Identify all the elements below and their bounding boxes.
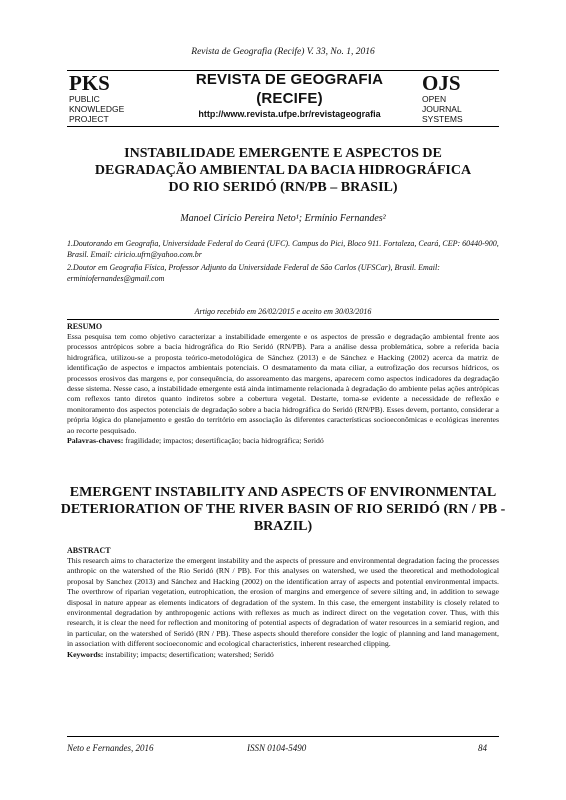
resumo-keywords-label: Palavras-chaves: xyxy=(67,436,124,446)
resumo-text: Essa pesquisa tem como objetivo caracterizar a instabilidade emergente e os aspectos de pressão e degradação ambiental frente aos processos antrópicos sobre a bacia hidrográfica do Rio Seridó (RN/PB). Para a análise dessa problemática, sobre a referida bacia hidrográfica, utilizou-se a proposta teórico-metodológica de Sánchez (2013) e de Sánchez e Hacking (2002) acerca da matriz de identificação de aspectos e impactos ambientais potenciais. O desmatamento da mata ciliar, a eutrofização dos recursos hídricos, os processos erosivos das margens e, por consequência, do assoreamento das margens, aparecem como aspectos indicadores da degradação desse sistema. Nesse caso, a instabilidade emergente está ainda intimamente relacionada à degradação do ambiente pelas ações antrópicas com reflexos tanto diretos quanto indiretos sobre a cobertura vegetal. Destarte, torna-se evidente a necessidade de reflexão e monitoramento dos aspectos potenciais de degradação sobre a bacia hidrográfica do Seridó (RN/PB). Esses devem, portanto, considerar a própria lógica do planejamento e gestão do território em associação às diferentes características socioeconômicas e ecológicas inerentes ao recorte pesquisado. xyxy=(67,332,499,435)
article-title-en xyxy=(60,484,506,535)
article-title-pt xyxy=(60,145,506,196)
masthead-bottom-rule xyxy=(67,126,499,127)
title-en-line: EMERGENT INSTABILITY AND ASPECTS OF ENVIRONMENTAL xyxy=(69,485,497,500)
resumo-keywords xyxy=(67,436,499,446)
resumo-heading: RESUMO xyxy=(67,322,103,331)
journal-title-block xyxy=(162,70,417,120)
resumo-section xyxy=(67,319,499,446)
ojs-sub-line: OPEN xyxy=(422,94,447,104)
received-dates: Artigo recebido em 26/02/2015 e aceito em 30/03/2016 xyxy=(194,307,372,316)
page-number: 84 xyxy=(478,743,487,753)
title-en-line: DETERIORATION OF THE RIVER BASIN OF RIO SERIDÓ (RN / PB - xyxy=(60,502,506,517)
affiliations xyxy=(67,238,499,286)
page-footer xyxy=(67,736,499,751)
abstract-keywords-label: Keywords: xyxy=(67,649,104,659)
ojs-logo-text: OJS xyxy=(422,71,461,95)
authors: Manoel Cirício Pereira Neto¹; Ermínio Fernandes² xyxy=(180,213,386,224)
abstract-text: This research aims to characterize the emergent instability and the aspects of pressure and environmental degradation facing the processes anthropic on the watershed of the Rio Seridó (RN / PB). For this analyses on watershed, we used the theoretical and methodological proposal by Sanchez (2013) and Sánchez and Hacking (2002) on the identification array of aspects and potential environmental impacts. The overthrow of riparian vegetation, eutrophication, the erosion of margins and emergence of severe silting and, in addition to sewage disposal in nature appear as elements indicators of degradation of the system. In this case, the emergent instability is closely related to environmental degradation by anthropogenic actions with reflexes as much as indirect direct on the vegetation cover. Thus, with this research, it is clear the need for reflection and monitoring of potential aspects of degradation of water resources in a semiarid region, and in particular, on the watershed of Seridó (RN / PB). These aspects should therefore consider the logic of planning and land management, in association with different socioeconomic and ecological characteristics, inherent researched clipping. xyxy=(67,556,499,649)
journal-title-line: (RECIFE) xyxy=(256,90,323,107)
pks-sub-line: KNOWLEDGE xyxy=(69,104,125,114)
title-en-line: BRAZIL) xyxy=(253,519,313,534)
resumo-keywords-text: fragilidade; impactos; desertificação; bacia hidrográfica; Seridó xyxy=(125,436,324,446)
title-pt-line: DO RIO SERIDÓ (RN/PB – BRASIL) xyxy=(168,180,398,195)
journal-masthead xyxy=(67,70,499,126)
footer-issn: ISSN 0104-5490 xyxy=(247,743,307,753)
abstract-keywords xyxy=(67,650,499,660)
footer-citation: Neto e Fernandes, 2016 xyxy=(67,743,154,753)
ojs-logo xyxy=(422,72,502,124)
journal-title-line: REVISTA DE GEOGRAFIA xyxy=(195,71,384,88)
ojs-sub-line: JOURNAL xyxy=(422,104,462,114)
pks-sub-line: PUBLIC xyxy=(69,94,100,104)
title-pt-line: DEGRADAÇÃO AMBIENTAL DA BACIA HIDROGRÁFICA xyxy=(94,163,472,178)
affiliation-1: 1.Doutorando em Geografia, Universidade Federal do Ceará (UFC). Campus do Pici, Bloco 911. Fortaleza, Ceará, CEP: 60440-900, Brasil. Email: ciricio.ufrn@yahoo.com.br xyxy=(67,239,499,259)
affiliation-2: 2.Doutor em Geografia Física, Professor Adjunto da Universidade Federal de São Carlos (UFSCar), Brasil. Email: erminiofernandes@gmail.com xyxy=(67,263,440,283)
journal-url-link[interactable]: http://www.revista.ufpe.br/revistageografia xyxy=(198,109,381,119)
pks-logo-text: PKS xyxy=(69,71,110,95)
abstract-section xyxy=(67,544,499,660)
pks-logo xyxy=(69,72,159,124)
ojs-sub-line: SYSTEMS xyxy=(422,114,463,124)
abstract-keywords-text: instability; impacts; desertification; watershed; Seridó xyxy=(105,649,274,659)
abstract-heading: ABSTRACT xyxy=(67,546,111,555)
running-header: Revista de Geografia (Recife) V. 33, No. 1, 2016 xyxy=(191,47,375,57)
pks-sub-line: PROJECT xyxy=(69,114,109,124)
title-pt-line: INSTABILIDADE EMERGENTE E ASPECTOS DE xyxy=(124,146,442,161)
